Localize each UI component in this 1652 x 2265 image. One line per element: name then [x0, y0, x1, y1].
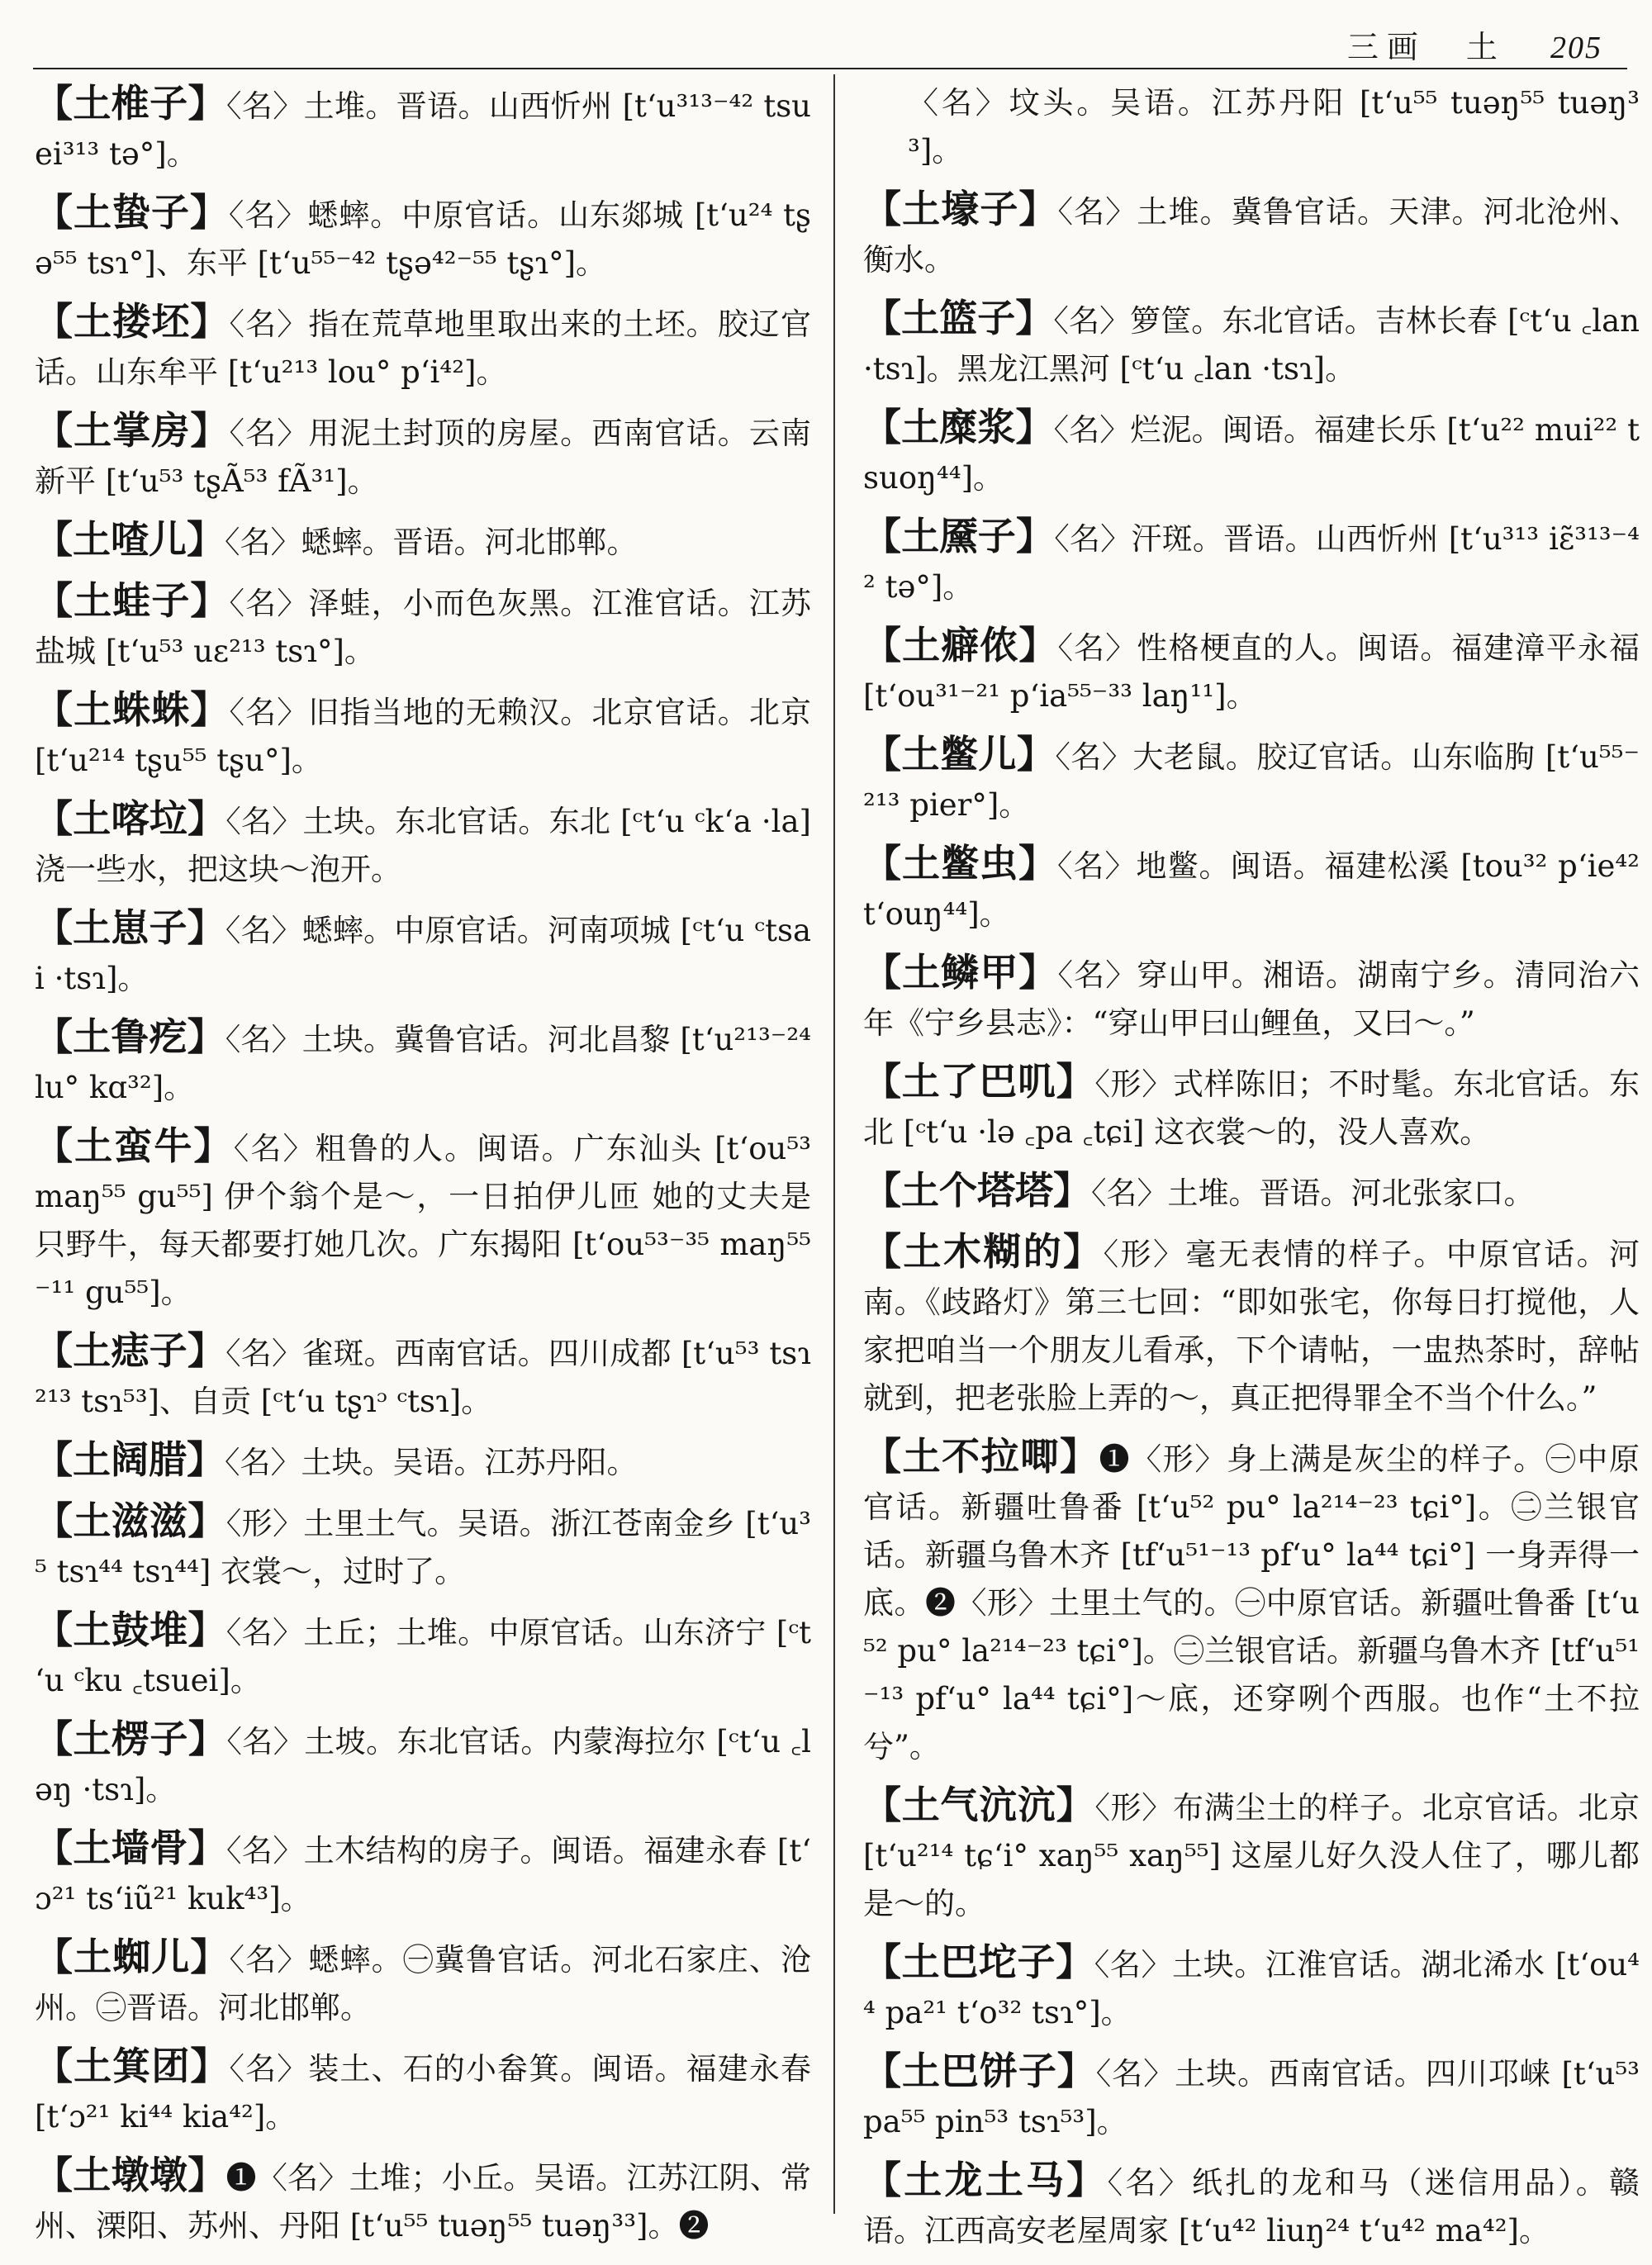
column-divider: [833, 74, 835, 2214]
definition: ❶〈形〉身上满是灰尘的样子。㊀中原官话。新疆吐鲁番 [tʻu⁵² pu° la²¹⁴⁻²³ tɕi°]。㊁兰银官话。新疆乌鲁木齐 [tfʻu⁵¹⁻¹³ pfʻu° la⁴⁴ tɕi°] 一身弄得一底。❷〈形〉土里土气的。㊀中原官话。新疆吐鲁番 [tʻu⁵² pu° la²¹⁴⁻²³ tɕi°]。㊁兰银官话。新疆乌鲁木齐 [tfʻu⁵¹⁻¹³ pfʻu° la⁴⁴ tɕi°]～底，还穿咧个西服。也作“土不拉兮”。: [863, 1441, 1640, 1764]
headword: 【土喀垃】: [35, 796, 226, 841]
entry: [35, 79, 811, 178]
headword: 【土黡子】: [863, 514, 1055, 558]
entry: [35, 904, 811, 1003]
headword: 【土鳞甲】: [863, 950, 1058, 995]
page-header: [1347, 21, 1602, 67]
entry: [35, 406, 811, 506]
definition: 〈名〉纸扎的龙和马（迷信用品）。赣语。江西高安老屋周家 [tʻu⁴² liuŋ²⁴ tʻu⁴² ma⁴²]。: [863, 2165, 1640, 2248]
definition: ❶〈名〉土堆；小丘。吴语。江苏江阴、常州、溧阳、苏州、丹阳 [tʻu⁵⁵ tuəŋ⁵⁵ tuəŋ³³]。❷: [35, 2160, 812, 2244]
headword: 【土巴坨子】: [863, 1940, 1094, 1984]
entry: [35, 577, 811, 676]
headword: 【土气沆沆】: [863, 1783, 1095, 1827]
definition: 〈名〉土块。江淮官话。湖北浠水 [tʻou⁴⁴ pa²¹ tʻo³² tsɿ°]。: [863, 1947, 1640, 2030]
definition: 〈名〉土坡。东北官话。内蒙海拉尔 [ᶜtʻu ꜀ləŋ ·tsɿ]。: [35, 1724, 811, 1807]
headword: 【土癖侬】: [863, 623, 1058, 667]
entry: [35, 1606, 811, 1705]
entry: [35, 1327, 811, 1426]
headword: 【土蛰子】: [35, 190, 229, 235]
entry: [863, 1938, 1640, 2037]
entry: [35, 1497, 811, 1596]
definition: 〈名〉土堆。冀鲁官话。天津。河北沧州、衡水。: [863, 194, 1640, 278]
definition: 〈名〉旧指当地的无赖汉。北京官话。北京 [tʻu²¹⁴ tʂu⁵⁵ tʂu°]。: [35, 695, 812, 778]
headword: 【土龙土马】: [863, 2158, 1108, 2202]
definition: 〈名〉土木结构的房子。闽语。福建永春 [tʻɔ²¹ tsʻiũ²¹ kuk⁴³]。: [35, 1833, 811, 1916]
headword: 【土个塔塔】: [863, 1168, 1091, 1213]
entry: [35, 297, 811, 396]
definition: 〈名〉土堆。晋语。山西忻州 [tʻu³¹³⁻⁴² tsuei³¹³ tə°]。: [35, 88, 812, 172]
definition: 〈形〉式样陈旧；不时髦。东北官话。东北 [ᶜtʻu ·lə ꜀pa ꜀tɕi] 这衣裳～的，没人喜欢。: [863, 1066, 1640, 1150]
headword: 【土鳖儿】: [863, 732, 1056, 776]
headword: 【土墩墩】: [35, 2153, 226, 2197]
section-label: 三画 土: [1346, 29, 1506, 65]
headword: 【土鳖虫】: [863, 841, 1058, 886]
definition: 〈名〉蟋蟀。中原官话。山东郯城 [tʻu²⁴ tʂə⁵⁵ tsɿ°]、东平 [tʻu⁵⁵⁻⁴² tʂə⁴²⁻⁵⁵ tʂɿ°]。: [35, 197, 811, 281]
definition: 〈名〉土块。东北官话。东北 [ᶜtʻu ᶜkʻa ·la] 浇一些水，把这块～泡开。: [35, 804, 811, 887]
entry: [863, 185, 1640, 284]
definition: 〈形〉布满尘土的样子。北京官话。北京 [tʻu²¹⁴ tɕʻi° xaŋ⁵⁵ xaŋ⁵⁵] 这屋儿好久没人住了，哪儿都是～的。: [863, 1790, 1640, 1921]
headword: 【土蜘儿】: [35, 1935, 230, 1979]
definition: 〈名〉土块。西南官话。四川邛崃 [tʻu⁵³ pa⁵⁵ pin⁵³ tsɿ⁵³]。: [863, 2056, 1640, 2139]
left-column: [35, 79, 811, 2260]
entry: [863, 1781, 1640, 1928]
entry: [863, 512, 1640, 611]
definition: 〈名〉性格梗直的人。闽语。福建漳平永福 [tʻou³¹⁻²¹ pʻia⁵⁵⁻³³ laŋ¹¹]。: [863, 630, 1640, 714]
headword: 【土巴饼子】: [863, 2049, 1096, 2093]
entry-continuation: 〈名〉坟头。吴语。江苏丹阳 [tʻu⁵⁵ tuəŋ⁵⁵ tuəŋ³³]。: [908, 85, 1640, 169]
entry: [35, 1013, 811, 1112]
definition: 〈名〉蟋蟀。㊀冀鲁官话。河北石家庄、沧州。㊁晋语。河北邯郸。: [35, 1942, 812, 2025]
entry: [35, 795, 811, 894]
definition: 〈名〉土丘；土堆。中原官话。山东济宁 [ᶜtʻu ᶜku ꜀tsuei]。: [35, 1615, 811, 1698]
headword: 【土蛮牛】: [35, 1123, 234, 1168]
headword: 【土鼓堆】: [35, 1607, 226, 1652]
entry: [35, 1122, 811, 1317]
headword: 【土箕团】: [35, 2044, 230, 2088]
entry: [35, 2042, 811, 2141]
headword: 【土搂坯】: [35, 299, 230, 344]
entry: [35, 1933, 811, 2032]
definition: 〈名〉粗鲁的人。闽语。广东汕头 [tʻou⁵³ maŋ⁵⁵ gu⁵⁵] 伊个翁个是～，一日拍伊儿匝 她的丈夫是只野牛，每天都要打她几次。广东揭阳 [tʻou⁵³⁻³⁵ maŋ⁵⁵⁻¹¹ gu⁵⁵]。: [35, 1131, 812, 1310]
entry: [863, 621, 1640, 720]
headword: 【土喳儿】: [35, 517, 225, 562]
definition: 〈名〉泽蛙，小而色灰黑。江淮官话。江苏盐城 [tʻu⁵³ uɛ²¹³ tsɿ°]。: [35, 586, 812, 669]
headword: 【土篮子】: [863, 296, 1054, 340]
definition: 〈名〉蟋蟀。晋语。河北邯郸。: [225, 525, 638, 560]
headword: 【土蛛蛛】: [35, 687, 230, 732]
definition: 〈名〉土块。吴语。江苏丹阳。: [225, 1445, 638, 1480]
entry: [35, 686, 811, 785]
entry: [35, 1436, 811, 1487]
headword: 【土壕子】: [863, 187, 1058, 231]
definition: 〈名〉装土、石的小畚箕。闽语。福建永春 [tʻɔ²¹ ki⁴⁴ kia⁴²]。: [35, 2051, 812, 2134]
definition: 〈名〉穿山甲。湘语。湖南宁乡。清同治六年《宁乡县志》：“穿山甲曰山鲤鱼，又曰～。”: [863, 957, 1640, 1041]
headword: 【土楞子】: [35, 1717, 227, 1761]
entry: [863, 730, 1640, 829]
headword: 【土木糊的】: [863, 1229, 1104, 1274]
definition: 〈名〉土堆。晋语。河北张家口。: [1091, 1175, 1535, 1211]
definition: 〈形〉土里土气。吴语。浙江苍南金乡 [tʻu³⁵ tsɿ⁴⁴ tsɿ⁴⁴] 衣裳～，过时了。: [35, 1506, 811, 1589]
entry: [863, 2047, 1640, 2146]
headword: 【土了巴叽】: [863, 1059, 1095, 1104]
entry: [35, 515, 811, 567]
headword: 【土蛙子】: [35, 578, 230, 623]
headword: 【土鲁疙】: [35, 1014, 225, 1059]
entry: [863, 948, 1640, 1047]
headword: 【土椎子】: [35, 81, 226, 126]
entry: [35, 2151, 811, 2250]
definition: 〈名〉汗斑。晋语。山西忻州 [tʻu³¹³ iɛ̃³¹³⁻⁴² tə°]。: [863, 521, 1640, 605]
definition: 〈名〉用泥土封顶的房屋。西南官话。云南新平 [tʻu⁵³ tʂÃ⁵³ fÃ³¹]。: [35, 415, 812, 499]
entry: [863, 1057, 1640, 1156]
definition: 〈名〉土块。冀鲁官话。河北昌黎 [tʻu²¹³⁻²⁴ lu° kɑ³²]。: [35, 1022, 811, 1105]
entry: [35, 188, 811, 287]
definition: 〈名〉箩筐。东北官话。吉林长春 [ᶜtʻu ꜀lan ·tsɿ]。黑龙江黑河 [ᶜtʻu ꜀lan ·tsɿ]。: [863, 303, 1640, 387]
entry: [863, 839, 1640, 938]
definition: 〈名〉蟋蟀。中原官话。河南项城 [ᶜtʻu ᶜtsai ·tsɿ]。: [35, 913, 812, 996]
definition: 〈形〉毫无表情的样子。中原官话。河南。《歧路灯》第三七回：“即如张宅，你每日打搅他，人家把咱当一个朋友儿看承，下个请帖，一盅热茶时，辞帖就到，把老张脸上弄的～，真正把得罪全不当个什么。”: [863, 1237, 1640, 1416]
definition: 〈名〉指在荒草地里取出来的土坯。胶辽官话。山东牟平 [tʻu²¹³ lou° pʻi⁴²]。: [35, 306, 812, 390]
headword: 【土糜浆】: [863, 405, 1054, 449]
definition: 〈名〉雀斑。西南官话。四川成都 [tʻu⁵³ tsɿ²¹³ tsɿ⁵³]、自贡 [ᶜtʻu tʂɿᵓ ᶜtsɿ]。: [35, 1336, 811, 1419]
right-column: [863, 79, 1640, 2265]
definition: 〈名〉大老鼠。胶辽官话。山东临朐 [tʻu⁵⁵⁻²¹³ pier°]。: [863, 739, 1640, 823]
headword: 【土不拉唧】: [863, 1434, 1099, 1479]
entry: [863, 1432, 1640, 1771]
entry: [35, 1715, 811, 1814]
headword: 【土墙骨】: [35, 1826, 227, 1870]
header-rule: [33, 68, 1627, 69]
entry: [35, 1824, 811, 1923]
headword: 【土阔腊】: [35, 1437, 225, 1482]
entry: [863, 403, 1640, 502]
entry: [863, 1227, 1640, 1422]
headword: 【土崽子】: [35, 905, 225, 950]
headword: 【土掌房】: [35, 408, 230, 453]
entry: [863, 294, 1640, 393]
entry: [863, 2156, 1640, 2255]
definition: 〈名〉烂泥。闽语。福建长乐 [tʻu²² mui²² tsuoŋ⁴⁴]。: [863, 412, 1640, 496]
headword: 【土痣子】: [35, 1328, 226, 1373]
page-number: 205: [1550, 31, 1602, 65]
headword: 【土滋滋】: [35, 1498, 226, 1543]
entry: [863, 1166, 1640, 1218]
definition: 〈名〉地鳖。闽语。福建松溪 [tou³² pʻie⁴² tʻouŋ⁴⁴]。: [863, 848, 1640, 932]
